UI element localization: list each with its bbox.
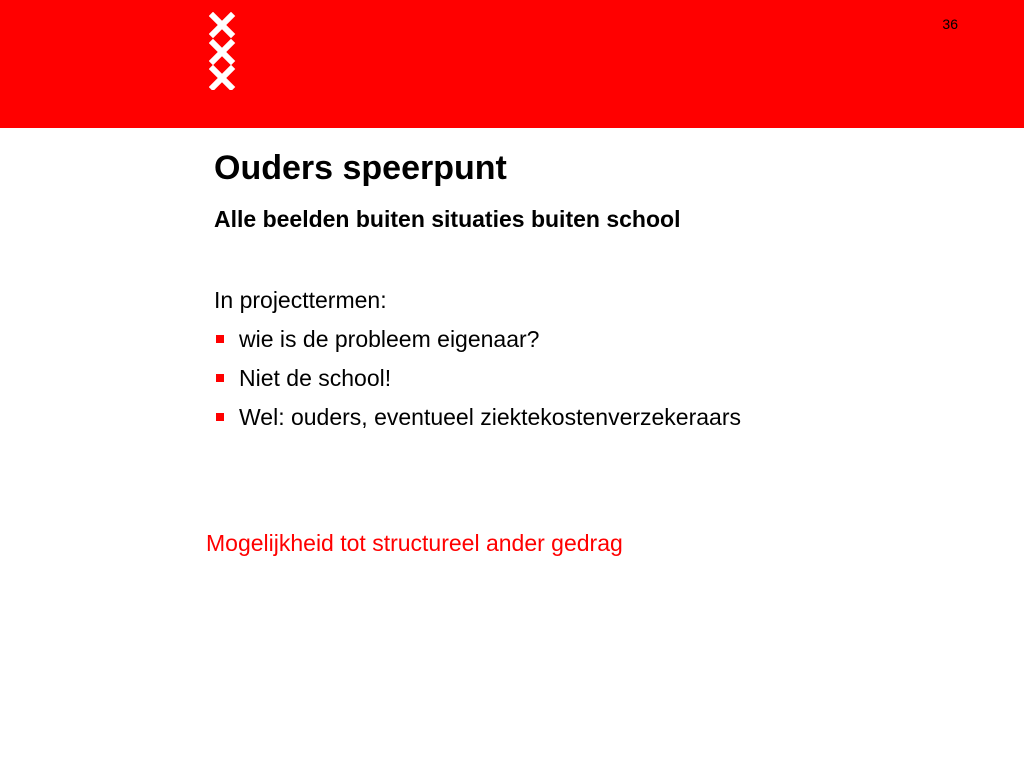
slide-subtitle: Alle beelden buiten situaties buiten school (214, 206, 681, 232)
intro-text: In projecttermen: (214, 287, 387, 313)
bullet-text: wie is de probleem eigenaar? (239, 326, 540, 352)
bullet-text: Niet de school! (239, 365, 392, 391)
red-square-bullet-icon (216, 413, 224, 421)
amsterdam-xxx-logo-icon (209, 12, 237, 90)
red-square-bullet-icon (216, 335, 224, 343)
closing-statement: Mogelijkheid tot structureel ander gedrag (206, 530, 623, 556)
slide-title: Ouders speerpunt (214, 149, 507, 187)
header-band (0, 0, 1024, 128)
red-square-bullet-icon (216, 374, 224, 382)
bullet-text: Wel: ouders, eventueel ziektekostenverzekeraars (239, 404, 742, 430)
slide-number: 36 (942, 16, 958, 32)
